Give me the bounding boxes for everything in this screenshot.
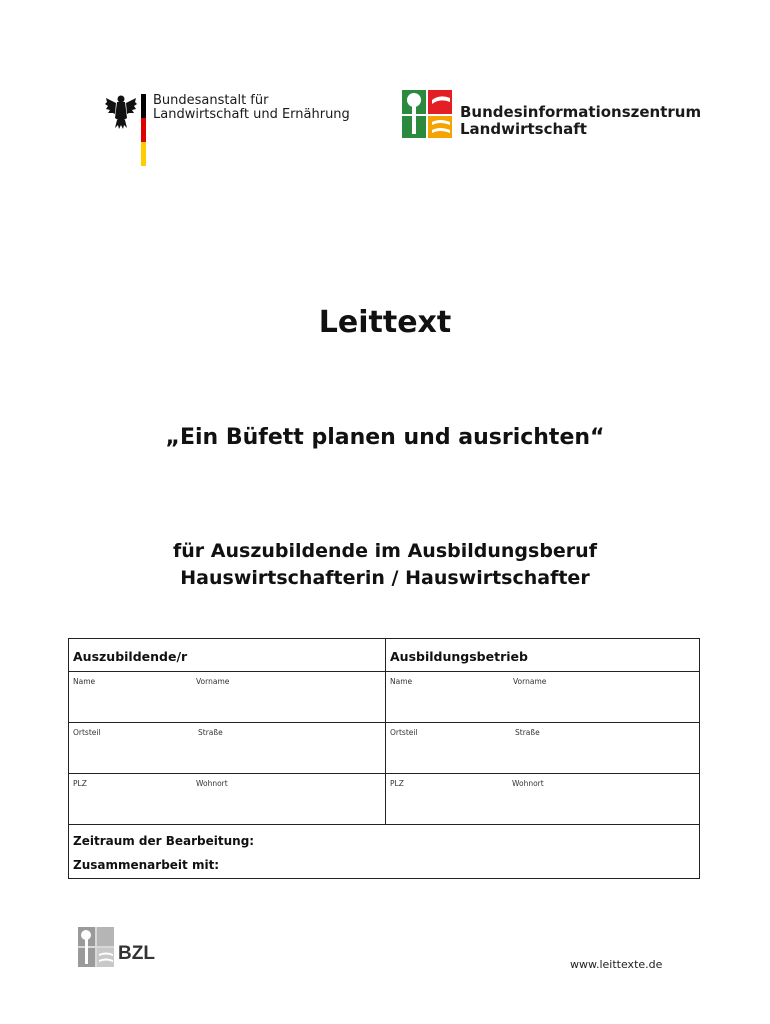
trainee-ortsteil-field[interactable]: Ortsteil bbox=[73, 728, 101, 737]
company-vorname-field[interactable]: Vorname bbox=[513, 677, 547, 686]
row-divider bbox=[69, 824, 699, 825]
trainee-wohnort-field[interactable]: Wohnort bbox=[196, 779, 228, 788]
row-divider bbox=[69, 722, 699, 723]
bzl-org-name bbox=[460, 104, 701, 138]
federal-eagle-icon bbox=[104, 92, 138, 132]
company-name-field[interactable]: Name bbox=[390, 677, 413, 686]
website-link[interactable]: www.leittexte.de bbox=[570, 958, 663, 971]
target-group-line1: für Auszubildende im Ausbildungsberuf bbox=[173, 540, 597, 562]
bzl-line2: Landwirtschaft bbox=[460, 120, 587, 138]
german-flag-bar bbox=[141, 94, 146, 166]
trainee-strasse-field[interactable]: Straße bbox=[198, 728, 223, 737]
zusammenarbeit-field[interactable]: Zusammenarbeit mit: bbox=[73, 858, 220, 872]
trainee-info-form bbox=[68, 638, 700, 879]
trainee-plz-field[interactable]: PLZ bbox=[73, 779, 87, 788]
target-group-line2: Hauswirtschafterin / Hauswirtschafter bbox=[180, 567, 590, 589]
bzl-footer-logo-text: BZL bbox=[118, 943, 155, 964]
column-divider bbox=[385, 639, 386, 825]
ble-line2: Landwirtschaft und Ernährung bbox=[153, 107, 350, 122]
bzl-line1: Bundesinformationszentrum bbox=[460, 103, 702, 121]
company-header: Ausbildungsbetrieb bbox=[390, 649, 528, 664]
bzl-footer-logo-icon bbox=[78, 927, 160, 967]
flag-gold bbox=[141, 142, 146, 166]
company-wohnort-field[interactable]: Wohnort bbox=[512, 779, 544, 788]
trainee-vorname-field[interactable]: Vorname bbox=[196, 677, 230, 686]
ble-org-name bbox=[153, 94, 350, 122]
row-divider bbox=[69, 773, 699, 774]
trainee-name-field[interactable]: Name bbox=[73, 677, 96, 686]
row-divider bbox=[69, 671, 699, 672]
flag-red bbox=[141, 118, 146, 142]
document-subtitle: „Ein Büfett planen und ausrichten“ bbox=[165, 425, 605, 450]
document-title: Leittext bbox=[318, 305, 452, 340]
company-strasse-field[interactable]: Straße bbox=[515, 728, 540, 737]
company-ortsteil-field[interactable]: Ortsteil bbox=[390, 728, 418, 737]
company-plz-field[interactable]: PLZ bbox=[390, 779, 404, 788]
bzl-logo-icon bbox=[402, 90, 452, 138]
trainee-header: Auszubildende/r bbox=[73, 649, 188, 664]
flag-black bbox=[141, 94, 146, 118]
zeitraum-field[interactable]: Zeitraum der Bearbeitung: bbox=[73, 834, 255, 848]
ble-line1: Bundesanstalt für bbox=[153, 93, 269, 108]
